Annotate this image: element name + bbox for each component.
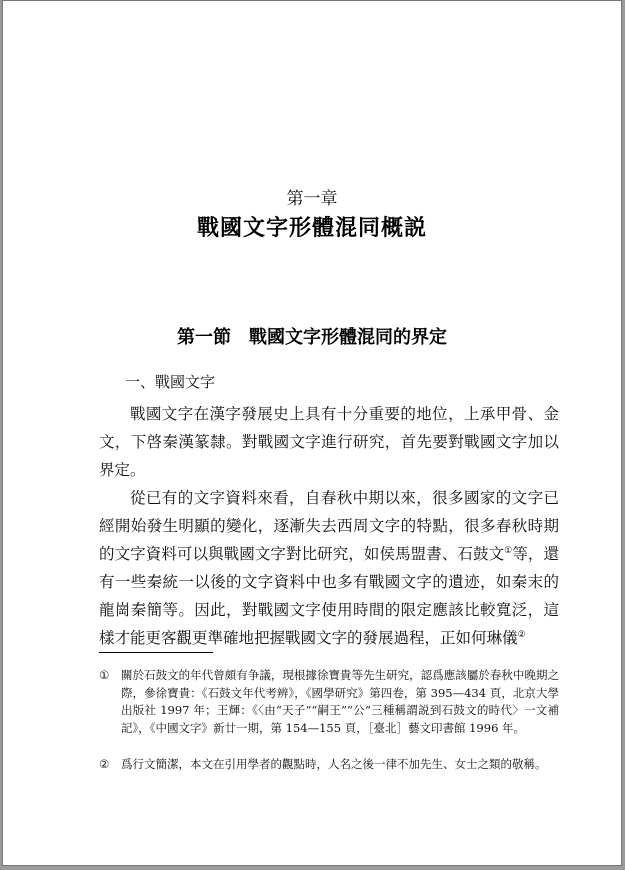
book-page: [2, 0, 622, 866]
section-title: 第一節 戰國文字形體混同的界定: [177, 327, 447, 348]
paragraph-2: [99, 484, 559, 652]
chapter-title: 戰國文字形體混同概説: [196, 215, 427, 241]
footnote-1-mark: ①: [99, 668, 110, 682]
footnote-ref-1[interactable]: ①: [504, 546, 513, 556]
paragraph-2-part-b: 等，還有一些秦統一以後的文字資料中也多有戰國文字的遺迹，如秦末的龍崗秦簡等。因此，對戰國文字使用時間的限定應該比較寬泛，這樣才能更客觀更準確地把握戰國文字的發展過程，正如何琳儀: [99, 545, 559, 647]
footnote-divider: [99, 652, 213, 653]
paragraph-1: 戰國文字在漢字發展史上具有十分重要的地位，上承甲骨、金文，下啓秦漢篆隸。對戰國文字進行研究，首先要對戰國文字加以界定。: [99, 405, 559, 479]
chapter-label: 第一章: [286, 189, 338, 209]
footnote-1: [99, 667, 559, 737]
footnote-ref-2[interactable]: ②: [517, 630, 526, 640]
footnote-2-text: 爲行文簡潔，本文在引用學者的觀點時，人名之後一律不加先生、女士之類的敬稱。: [121, 757, 547, 771]
footnote-2: [99, 756, 559, 774]
subsection-heading: 一、戰國文字: [125, 373, 216, 391]
footnote-2-mark: ②: [99, 757, 110, 771]
footnote-1-text: 關於石鼓文的年代曾頗有争議，現根據徐寶貴等先生研究，認爲應該屬於春秋中晚期之際，參徐寶貴：《石鼓文年代考辨》，《國學研究》第四卷，第 395—434 頁，北京大學出版社 1997 年；王輝：《〈由“天子”“嗣王”“公”三種稱謂説到石鼓文的時代〉一文補記》，《中國文字》新廿一期，第 154—155 頁，［臺北］藝文印書館 1996 年。: [121, 668, 559, 735]
paragraph-2-part-a: 從已有的文字資料來看，自春秋中期以來，很多國家的文字已經開始發生明顯的變化，逐漸失去西周文字的特點，很多春秋時期的文字資料可以與戰國文字對比研究，如侯馬盟書、石鼓文: [99, 489, 559, 563]
